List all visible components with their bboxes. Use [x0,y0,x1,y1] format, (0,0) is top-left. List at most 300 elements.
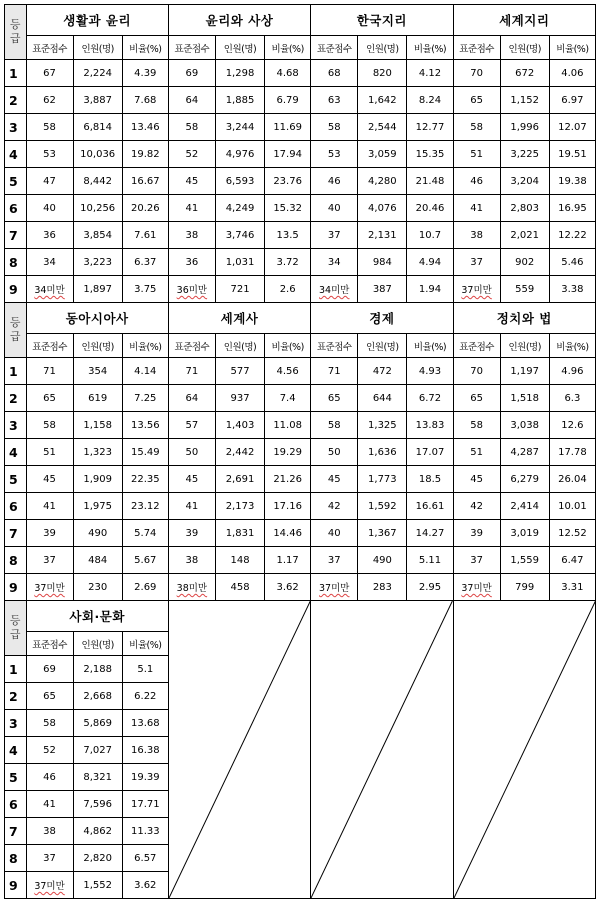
standard-score-cell: 45 [453,466,500,493]
count-cell: 559 [500,276,549,303]
count-cell: 7,596 [73,791,122,818]
ratio-cell: 2.69 [122,574,168,601]
ratio-cell: 13.5 [265,222,311,249]
count-cell: 1,031 [215,249,264,276]
standard-score-cell: 58 [26,412,73,439]
grade-row [5,276,596,303]
count-cell: 799 [500,574,549,601]
ratio-cell: 3.62 [265,574,311,601]
grade-number: 3 [5,710,27,737]
grade-number: 6 [5,195,27,222]
standard-score-cell: 51 [453,141,500,168]
standard-score-cell: 62 [26,87,73,114]
standard-score-cell: 37미만 [311,574,358,601]
column-header: 표준점수 [453,334,500,358]
standard-score-cell: 71 [168,358,215,385]
grade-number: 6 [5,791,27,818]
ratio-cell: 23.76 [265,168,311,195]
standard-score-cell: 37미만 [26,574,73,601]
standard-score-cell: 69 [168,60,215,87]
standard-score-cell: 57 [168,412,215,439]
grade-number: 4 [5,737,27,764]
count-cell: 354 [73,358,122,385]
ratio-cell: 4.14 [122,358,168,385]
count-cell: 1,636 [358,439,407,466]
ratio-cell: 15.32 [265,195,311,222]
count-cell: 3,038 [500,412,549,439]
ratio-cell: 4.06 [549,60,595,87]
count-cell: 3,223 [73,249,122,276]
standard-score-cell: 50 [311,439,358,466]
column-header: 비율(%) [122,632,168,656]
grade-row [5,195,596,222]
standard-score-cell: 65 [26,385,73,412]
standard-score-cell: 51 [453,439,500,466]
ratio-cell: 21.26 [265,466,311,493]
count-cell: 1,298 [215,60,264,87]
count-cell: 3,225 [500,141,549,168]
standard-score-cell: 52 [26,737,73,764]
ratio-cell: 19.82 [122,141,168,168]
grade-header-char: 급 [9,628,21,641]
ratio-cell: 17.94 [265,141,311,168]
ratio-cell: 20.26 [122,195,168,222]
standard-score-cell: 58 [26,114,73,141]
standard-score-cell: 45 [168,168,215,195]
count-cell: 619 [73,385,122,412]
ratio-cell: 3.72 [265,249,311,276]
column-header: 비율(%) [407,334,453,358]
count-cell: 4,280 [358,168,407,195]
count-cell: 2,442 [215,439,264,466]
count-cell: 3,244 [215,114,264,141]
subject-title: 사회·문화 [26,601,168,632]
ratio-cell: 17.16 [265,493,311,520]
standard-score-cell: 37 [311,222,358,249]
ratio-cell: 6.3 [549,385,595,412]
ratio-cell: 17.78 [549,439,595,466]
count-cell: 1,975 [73,493,122,520]
standard-score-cell: 37미만 [26,872,73,899]
standard-score-cell: 51 [26,439,73,466]
subject-title: 세계사 [168,303,310,334]
column-header: 비율(%) [265,334,311,358]
diagonal-line [169,601,310,898]
ratio-cell: 3.31 [549,574,595,601]
ratio-cell: 13.56 [122,412,168,439]
standard-score-cell: 34미만 [26,276,73,303]
grade-number: 5 [5,764,27,791]
ratio-cell: 7.61 [122,222,168,249]
count-cell: 2,544 [358,114,407,141]
ratio-cell: 16.61 [407,493,453,520]
ratio-cell: 16.95 [549,195,595,222]
ratio-cell: 22.35 [122,466,168,493]
count-cell: 2,820 [73,845,122,872]
grade-number: 1 [5,358,27,385]
grade-number: 9 [5,574,27,601]
grade-row [5,466,596,493]
standard-score-cell: 38 [26,818,73,845]
standard-score-cell: 64 [168,385,215,412]
grade-number: 4 [5,439,27,466]
count-cell: 3,204 [500,168,549,195]
grade-number: 4 [5,141,27,168]
column-header: 비율(%) [549,36,595,60]
subject-title: 생활과 윤리 [26,5,168,36]
subject-title: 경제 [311,303,453,334]
ratio-cell: 4.96 [549,358,595,385]
count-cell: 1,592 [358,493,407,520]
count-cell: 1,773 [358,466,407,493]
ratio-cell: 5.1 [122,656,168,683]
grade-number: 2 [5,87,27,114]
diagonal-stroke [169,601,310,898]
count-cell: 4,862 [73,818,122,845]
subject-title: 동아시아사 [26,303,168,334]
count-cell: 387 [358,276,407,303]
ratio-cell: 12.77 [407,114,453,141]
standard-score-cell: 67 [26,60,73,87]
standard-score-cell: 38 [168,222,215,249]
count-cell: 3,019 [500,520,549,547]
ratio-cell: 6.97 [549,87,595,114]
grade-row [5,520,596,547]
column-header: 표준점수 [311,36,358,60]
grade-number: 7 [5,818,27,845]
column-header-row [5,334,596,358]
ratio-cell: 5.67 [122,547,168,574]
standard-score-cell: 65 [453,87,500,114]
standard-score-cell: 71 [311,358,358,385]
count-cell: 2,224 [73,60,122,87]
column-header: 비율(%) [407,36,453,60]
grade-row [5,493,596,520]
count-cell: 902 [500,249,549,276]
column-header: 표준점수 [311,334,358,358]
standard-score-cell: 37 [453,249,500,276]
grade-number: 3 [5,114,27,141]
standard-score-cell: 53 [311,141,358,168]
standard-score-cell: 39 [26,520,73,547]
standard-score-cell: 39 [453,520,500,547]
ratio-cell: 13.68 [122,710,168,737]
standard-score-cell: 58 [168,114,215,141]
grade-row [5,222,596,249]
ratio-cell: 3.38 [549,276,595,303]
subject-title-row [5,601,596,632]
standard-score-cell: 69 [26,656,73,683]
standard-score-cell: 41 [26,791,73,818]
standard-score-cell: 37 [453,547,500,574]
standard-score-cell: 70 [453,358,500,385]
diagonal-stroke [311,601,452,898]
count-cell: 3,059 [358,141,407,168]
count-cell: 2,131 [358,222,407,249]
count-cell: 1,559 [500,547,549,574]
ratio-cell: 6.72 [407,385,453,412]
count-cell: 4,249 [215,195,264,222]
standard-score-cell: 40 [311,520,358,547]
count-cell: 1,367 [358,520,407,547]
grade-number: 9 [5,276,27,303]
count-cell: 2,021 [500,222,549,249]
standard-score-cell: 46 [453,168,500,195]
count-cell: 1,552 [73,872,122,899]
count-cell: 1,158 [73,412,122,439]
count-cell: 458 [215,574,264,601]
column-header: 표준점수 [26,36,73,60]
grade-header-char: 등 [9,18,21,31]
count-cell: 2,188 [73,656,122,683]
grade-number: 8 [5,845,27,872]
standard-score-cell: 58 [311,412,358,439]
standard-score-cell: 34 [311,249,358,276]
count-cell: 1,403 [215,412,264,439]
standard-score-cell: 65 [26,683,73,710]
ratio-cell: 6.57 [122,845,168,872]
subject-title: 한국지리 [311,5,453,36]
ratio-cell: 21.48 [407,168,453,195]
count-cell: 4,287 [500,439,549,466]
ratio-cell: 13.46 [122,114,168,141]
count-cell: 3,746 [215,222,264,249]
column-header: 인원(명) [215,36,264,60]
standard-score-cell: 38미만 [168,574,215,601]
count-cell: 8,442 [73,168,122,195]
ratio-cell: 4.12 [407,60,453,87]
standard-score-cell: 65 [311,385,358,412]
count-cell: 1,909 [73,466,122,493]
ratio-cell: 10.7 [407,222,453,249]
grade-column-header [5,303,27,358]
count-cell: 7,027 [73,737,122,764]
count-cell: 472 [358,358,407,385]
count-cell: 984 [358,249,407,276]
column-header-row [5,36,596,60]
count-cell: 1,323 [73,439,122,466]
count-cell: 148 [215,547,264,574]
ratio-cell: 6.79 [265,87,311,114]
count-cell: 1,642 [358,87,407,114]
column-header: 비율(%) [122,36,168,60]
ratio-cell: 11.08 [265,412,311,439]
count-cell: 5,869 [73,710,122,737]
ratio-cell: 7.25 [122,385,168,412]
standard-score-cell: 34미만 [311,276,358,303]
count-cell: 4,076 [358,195,407,222]
count-cell: 230 [73,574,122,601]
subject-title: 세계지리 [453,5,595,36]
grade-header-char: 등 [9,614,21,627]
ratio-cell: 3.75 [122,276,168,303]
grade-number: 1 [5,60,27,87]
standard-score-cell: 47 [26,168,73,195]
standard-score-cell: 53 [26,141,73,168]
column-header: 인원(명) [73,36,122,60]
grade-header-char: 급 [9,330,21,343]
column-header: 표준점수 [26,334,73,358]
standard-score-cell: 41 [453,195,500,222]
count-cell: 490 [73,520,122,547]
ratio-cell: 4.56 [265,358,311,385]
column-header: 비율(%) [265,36,311,60]
standard-score-cell: 46 [26,764,73,791]
count-cell: 2,668 [73,683,122,710]
grade-cut-table [4,4,596,899]
grade-row [5,358,596,385]
ratio-cell: 14.46 [265,520,311,547]
standard-score-cell: 36미만 [168,276,215,303]
grade-row [5,574,596,601]
standard-score-cell: 71 [26,358,73,385]
grade-number: 1 [5,656,27,683]
column-header: 표준점수 [168,334,215,358]
count-cell: 1,831 [215,520,264,547]
count-cell: 1,885 [215,87,264,114]
ratio-cell: 14.27 [407,520,453,547]
subject-title: 윤리와 사상 [168,5,310,36]
count-cell: 3,854 [73,222,122,249]
subject-title-row [5,303,596,334]
standard-score-cell: 65 [453,385,500,412]
standard-score-cell: 41 [168,493,215,520]
grade-number: 3 [5,412,27,439]
ratio-cell: 5.46 [549,249,595,276]
grade-number: 6 [5,493,27,520]
ratio-cell: 6.37 [122,249,168,276]
column-header: 표준점수 [453,36,500,60]
grade-row [5,141,596,168]
standard-score-cell: 45 [26,466,73,493]
count-cell: 484 [73,547,122,574]
standard-score-cell: 70 [453,60,500,87]
count-cell: 1,518 [500,385,549,412]
ratio-cell: 4.93 [407,358,453,385]
count-cell: 8,321 [73,764,122,791]
count-cell: 1,152 [500,87,549,114]
count-cell: 10,256 [73,195,122,222]
ratio-cell: 2.95 [407,574,453,601]
column-header: 인원(명) [500,334,549,358]
ratio-cell: 16.67 [122,168,168,195]
count-cell: 820 [358,60,407,87]
ratio-cell: 16.38 [122,737,168,764]
ratio-cell: 26.04 [549,466,595,493]
ratio-cell: 19.51 [549,141,595,168]
ratio-cell: 12.52 [549,520,595,547]
grade-row [5,60,596,87]
count-cell: 1,996 [500,114,549,141]
ratio-cell: 12.07 [549,114,595,141]
grade-header-char: 급 [9,32,21,45]
grade-row [5,547,596,574]
grade-cut-document [4,4,596,893]
column-header: 표준점수 [168,36,215,60]
ratio-cell: 6.22 [122,683,168,710]
standard-score-cell: 64 [168,87,215,114]
standard-score-cell: 50 [168,439,215,466]
ratio-cell: 4.94 [407,249,453,276]
column-header: 인원(명) [358,36,407,60]
grade-number: 5 [5,168,27,195]
ratio-cell: 4.68 [265,60,311,87]
ratio-cell: 3.62 [122,872,168,899]
column-header: 비율(%) [549,334,595,358]
standard-score-cell: 36 [26,222,73,249]
ratio-cell: 17.71 [122,791,168,818]
column-header: 인원(명) [500,36,549,60]
column-header: 인원(명) [73,632,122,656]
grade-number: 8 [5,547,27,574]
standard-score-cell: 40 [311,195,358,222]
column-header: 인원(명) [73,334,122,358]
count-cell: 4,976 [215,141,264,168]
ratio-cell: 23.12 [122,493,168,520]
grade-number: 9 [5,872,27,899]
grade-number: 7 [5,520,27,547]
standard-score-cell: 45 [168,466,215,493]
ratio-cell: 20.46 [407,195,453,222]
standard-score-cell: 41 [26,493,73,520]
standard-score-cell: 37 [26,547,73,574]
count-cell: 672 [500,60,549,87]
standard-score-cell: 37 [311,547,358,574]
standard-score-cell: 58 [311,114,358,141]
ratio-cell: 19.38 [549,168,595,195]
standard-score-cell: 36 [168,249,215,276]
standard-score-cell: 45 [311,466,358,493]
ratio-cell: 6.47 [549,547,595,574]
standard-score-cell: 52 [168,141,215,168]
standard-score-cell: 40 [26,195,73,222]
count-cell: 6,279 [500,466,549,493]
standard-score-cell: 41 [168,195,215,222]
diagonal-line [454,601,595,898]
column-header: 인원(명) [215,334,264,358]
count-cell: 937 [215,385,264,412]
empty-panel [453,601,595,899]
count-cell: 1,897 [73,276,122,303]
count-cell: 2,173 [215,493,264,520]
standard-score-cell: 37미만 [453,574,500,601]
empty-panel [311,601,453,899]
standard-score-cell: 58 [26,710,73,737]
ratio-cell: 10.01 [549,493,595,520]
count-cell: 10,036 [73,141,122,168]
column-header: 인원(명) [358,334,407,358]
ratio-cell: 5.11 [407,547,453,574]
ratio-cell: 2.6 [265,276,311,303]
standard-score-cell: 63 [311,87,358,114]
ratio-cell: 7.4 [265,385,311,412]
ratio-cell: 19.29 [265,439,311,466]
standard-score-cell: 42 [453,493,500,520]
count-cell: 1,197 [500,358,549,385]
standard-score-cell: 46 [311,168,358,195]
grade-number: 7 [5,222,27,249]
diagonal-line [311,601,452,898]
ratio-cell: 1.94 [407,276,453,303]
ratio-cell: 11.33 [122,818,168,845]
count-cell: 644 [358,385,407,412]
ratio-cell: 19.39 [122,764,168,791]
count-cell: 2,803 [500,195,549,222]
count-cell: 490 [358,547,407,574]
grade-number: 8 [5,249,27,276]
grade-row [5,114,596,141]
ratio-cell: 15.49 [122,439,168,466]
